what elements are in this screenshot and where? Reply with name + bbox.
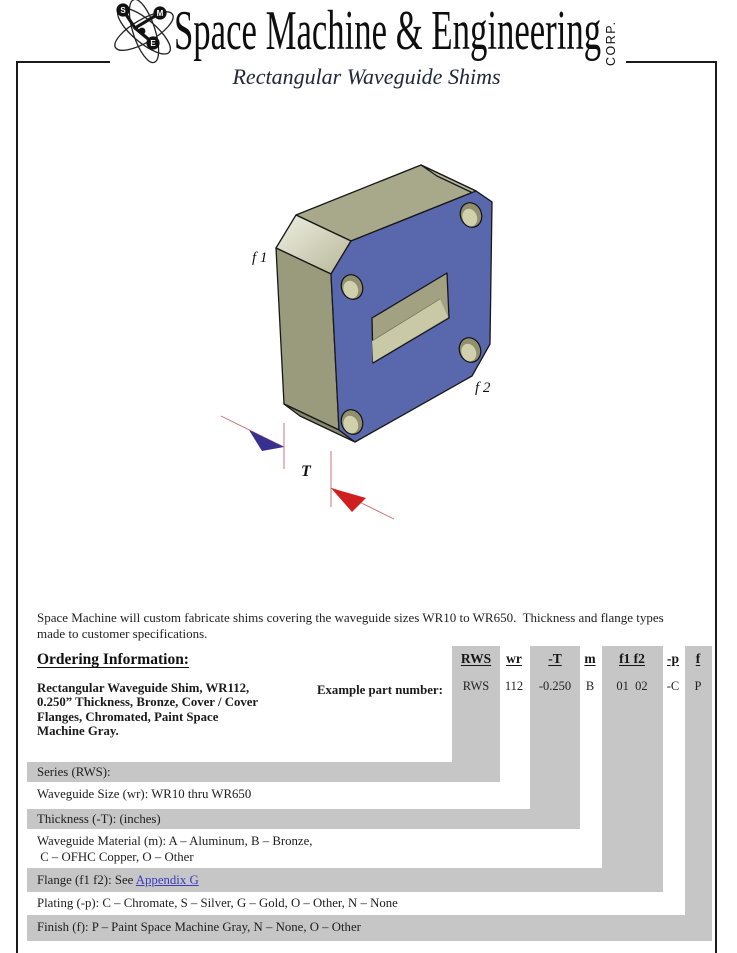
intro-line-2: made to customer specifications. [37,625,208,641]
column-header-t: -T [548,651,562,666]
ordering-information-heading: Ordering Information: [37,651,189,668]
column-header-p: -p [666,651,680,666]
intro-paragraph [37,610,713,641]
label-thickness: T [301,463,311,480]
logo-letter-s: S [120,6,126,15]
company-name: Space Machine & Engineering [174,0,602,62]
row-flange [27,868,663,892]
corp-label: CORP. [604,20,618,66]
example-description-line: 0.250” Thickness, Bronze, Cover / Cover [37,695,259,710]
row-flange-text: Flange (f1 f2): See [37,873,136,887]
example-value-t: -0.250 [538,679,572,693]
row-material-line-1: Waveguide Material (m): A – Aluminum, B – Bronze, [37,834,313,848]
example-description-line: Rectangular Waveguide Shim, WR112, [37,681,250,695]
row-waveguide-size: Waveguide Size (wr): WR10 thru WR650 [37,787,252,801]
row-material [27,831,312,867]
column-header-m: m [584,651,596,666]
row-plating: Plating (-p): C – Chromate, S – Silver, G – Gold, O – Other, N – None [37,896,398,910]
row-thickness: Thickness (-T): (inches) [27,809,580,829]
row-material-line-2: C – OFHC Copper, O – Other [37,850,194,864]
example-value-m: B [585,679,595,693]
example-part-number-label: Example part number: [317,683,443,697]
red-dimension-arrow [331,488,366,512]
header [110,0,626,66]
appendix-g-link[interactable]: Appendix G [135,873,199,887]
shim-body [276,165,492,442]
row-finish: Finish (f): P – Paint Space Machine Gray, N – None, O – Other [27,915,712,941]
example-description [37,681,258,739]
blue-dimension-arrow [249,430,284,451]
atom-logo-icon [107,1,183,67]
column-header-wr: wr [506,651,522,666]
logo-letter-m: M [156,9,164,18]
label-f2: f 2 [475,380,491,396]
label-f1: f 1 [252,250,268,266]
column-bar-t [530,646,580,829]
intro-line-1: Space Machine will custom fabricate shims covering the waveguide sizes WR10 to WR650. Thickness and flange types [37,610,664,625]
example-value-f: P [694,679,702,693]
example-value-wr: 112 [504,679,524,693]
row-series: Series (RWS): [27,762,500,782]
column-header-f: f [695,651,701,666]
logo-letter-e: E [150,39,156,48]
example-value-p: -C [666,679,680,693]
example-description-line: Machine Gray. [37,724,119,739]
page-title: Rectangular Waveguide Shims [232,64,501,89]
column-header-rws: RWS [460,651,492,666]
example-description-line: Flanges, Chromated, Paint Space [37,709,219,724]
example-value-rws: RWS [462,679,490,693]
column-header-f1f2: f1 f2 [619,651,645,666]
example-value-f1f2: 01 02 [616,679,648,693]
waveguide-shim-figure [205,140,517,538]
